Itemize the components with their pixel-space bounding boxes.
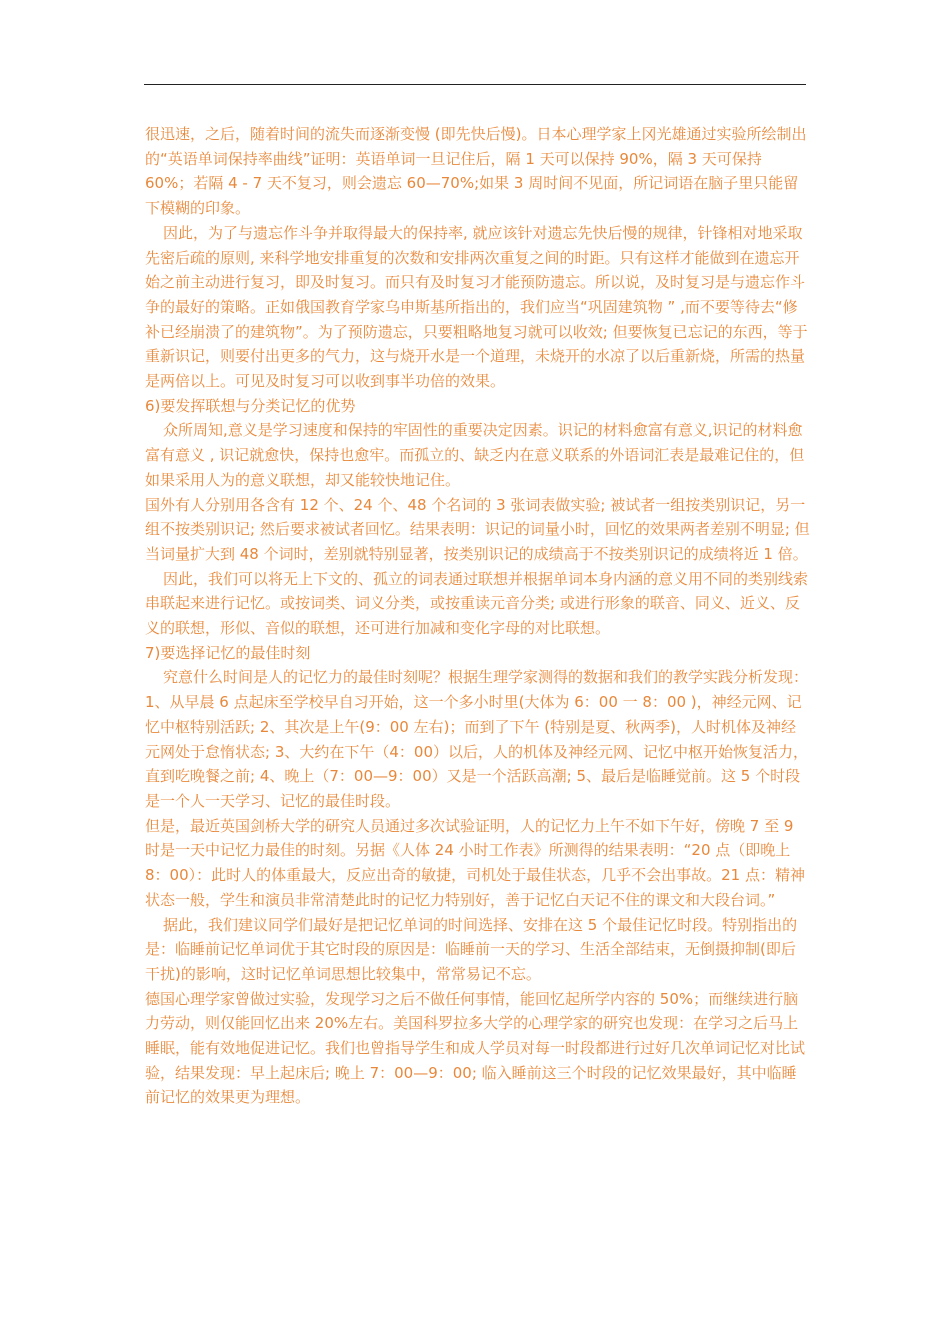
paragraph-cambridge-research: 但是，最近英国剑桥大学的研究人员通过多次试验证明，人的记忆力上午不如下午好，傍晚 7 至 9 时是一天中记忆力最佳的时刻。另据《人体 24 小时工作表》所测得的结果表明：“20 点（即晚上 8：00）：此时人的体重最大，反应出奇的敏捷，司机处于最佳状态，几乎不会出事故。21 点：精神状态一般，学生和演员非常清楚此时的记忆力特别好，善于记忆白天记不住的课文和大段台词。”	[145, 816, 805, 909]
section-heading-best-time: 7)要选择记忆的最佳时刻	[145, 643, 311, 662]
paragraph-timely-review: 因此，为了与遗忘作斗争并取得最大的保持率, 就应该针对遗忘先快后慢的规律，针锋相对地采取先密后疏的原则, 来科学地安排重复的次数和安排两次重复之间的时距。只有这样才能做到在遗忘开始之前主动进行复习，即及时复习。而只有及时复习才能预防遗忘。所以说，及时复习是与遗忘作斗争的最好的策略。正如俄国教育学家乌申斯基所指出的，我们应当“巩固建筑物 ” ,而不要等待去“修补已经崩溃了的建筑物”。为了预防遗忘，只要粗略地复习就可以收效; 但要恢复已忘记的东西，等于重新识记，则要付出更多的气力，这与烧开水是一个道理，未烧开的水凉了以后重新烧，所需的热量是两倍以上。可见及时复习可以收到事半功倍的效果。	[145, 223, 808, 391]
paragraph-association-methods: 因此，我们可以将无上下文的、孤立的词表通过联想并根据单词本身内涵的意义用不同的类别线索串联起来进行记忆。或按词类、词义分类，或按重读元音分类; 或进行形象的联音、同义、近义、反义的联想，形似、音似的联想，还可进行加减和变化字母的对比联想。	[145, 569, 809, 638]
paragraph-experiment-categories: 国外有人分别用各含有 12 个、24 个、48 个名词的 3 张词表做实验; 被试者一组按类别识记，另一组不按类别识记; 然后要求被试者回忆。结果表明：识记的词量小时，回忆的效果两者差别不明显; 但当词量扩大到 48 个词时，差别就特别显著，按类别识记的成绩高于不按类别识记的成绩将近 1 倍。	[145, 495, 810, 563]
document-body	[145, 122, 810, 1110]
paragraph-recommendation: 据此，我们建议同学们最好是把记忆单词的时间选择、安排在这 5 个最佳记忆时段。特别指出的是：临睡前记忆单词优于其它时段的原因是：临睡前一天的学习、生活全部结束，无倒摄抑制(即后干扰)的影响，这时记忆单词思想比较集中，常常易记不忘。	[145, 915, 798, 983]
paragraph-forgetting-curve: 很迅速，之后，随着时间的流失而逐渐变慢 (即先快后慢)。日本心理学家上冈光雄通过实验所绘制出的“英语单词保持率曲线”证明：英语单词一旦记住后，隔 1 天可以保持 90%，隔 3 天可保持 60%；若隔 4 - 7 天不复习，则会遗忘 60—70%;如果 3 周时间不见面，所记词语在脑子里只能留下模糊的印象。	[145, 125, 807, 218]
paragraph-best-time-analysis: 究意什么时间是人的记忆力的最佳时刻呢？根据生理学家测得的数据和我们的教学实践分析发现：1、从早晨 6 点起床至学校早自习开始，这一个多小时里(大体为 6：00 一 8：00 )，神经元网、记忆中枢特别活跃; 2、其次是上午(9：00 左右)；而到了下午 (特别是夏、秋两季)，人时机体及神经元网处于怠惰状态; 3、大约在下午（4：00）以后，人的机体及神经元网、记忆中枢开始恢复活力，直到吃晚餐之前; 4、晚上（7：00—9：00）又是一个活跃高潮; 5、最后是临睡觉前。这 5 个时段是一个人一天学习、记忆的最佳时段。	[145, 668, 809, 810]
paragraph-sleep-research: 德国心理学家曾做过实验，发现学习之后不做任何事情，能回忆起所学内容的 50%；而继续进行脑力劳动，则仅能回忆出来 20%左右。美国科罗拉多大学的心理学家的研究也发现：在学习之后马上睡眠，能有效地促进记忆。我们也曾指导学生和成人学员对每一时段都进行过好几次单词记忆对比试验，结果发现：早上起床后; 晚上 7：00—9：00; 临入睡前这三个时段的记忆效果最好，其中临睡前记忆的效果更为理想。	[145, 989, 806, 1107]
section-heading-association: 6)要发挥联想与分类记忆的优势	[145, 396, 356, 415]
header-rule	[144, 84, 806, 85]
paragraph-meaning: 众所周知,意义是学习速度和保持的牢固性的重要决定因素。识记的材料愈富有意义,识记的材料愈富有意义 , 识记就愈快，保持也愈牢。而孤立的、缺乏内在意义联系的外语词汇表是最难记住的，但如果采用人为的意义联想，却又能较快地记住。	[145, 421, 805, 489]
